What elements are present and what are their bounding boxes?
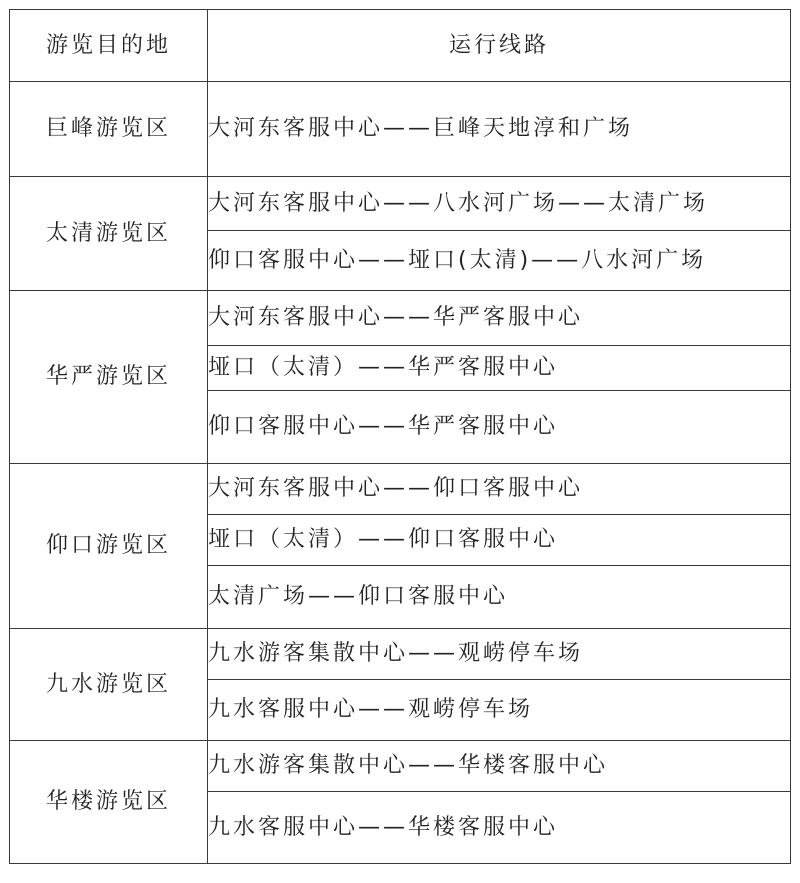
destination-cell: 华楼游览区: [10, 741, 208, 864]
table-row: [10, 82, 791, 177]
route-cell: 仰口客服中心——垭口(太清)——八水河广场: [208, 231, 791, 291]
destination-cell: 太清游览区: [10, 177, 208, 291]
destination-cell: 仰口游览区: [10, 464, 208, 629]
header-row: [10, 10, 791, 82]
route-cell: 垭口（太清）——华严客服中心: [208, 346, 791, 391]
route-cell: 大河东客服中心——华严客服中心: [208, 291, 791, 346]
route-cell: 九水客服中心——华楼客服中心: [208, 792, 791, 864]
routes-table: [9, 9, 791, 864]
route-cell: 九水游客集散中心——华楼客服中心: [208, 741, 791, 792]
route-cell: 九水客服中心——观崂停车场: [208, 680, 791, 741]
route-cell: 九水游客集散中心——观崂停车场: [208, 629, 791, 680]
header-destination: 游览目的地: [10, 10, 208, 82]
table-row: [10, 464, 791, 515]
destination-cell: 巨峰游览区: [10, 82, 208, 177]
destination-cell: 九水游览区: [10, 629, 208, 741]
route-cell: 垭口（太清）——仰口客服中心: [208, 515, 791, 566]
route-cell: 大河东客服中心——巨峰天地淳和广场: [208, 82, 791, 177]
route-cell: 太清广场——仰口客服中心: [208, 566, 791, 629]
table-row: [10, 629, 791, 680]
route-cell: 大河东客服中心——仰口客服中心: [208, 464, 791, 515]
table-row: [10, 177, 791, 231]
header-route: 运行线路: [208, 10, 791, 82]
route-cell: 大河东客服中心——八水河广场——太清广场: [208, 177, 791, 231]
route-cell: 仰口客服中心——华严客服中心: [208, 391, 791, 464]
table-row: [10, 291, 791, 346]
table-row: [10, 741, 791, 792]
destination-cell: 华严游览区: [10, 291, 208, 464]
